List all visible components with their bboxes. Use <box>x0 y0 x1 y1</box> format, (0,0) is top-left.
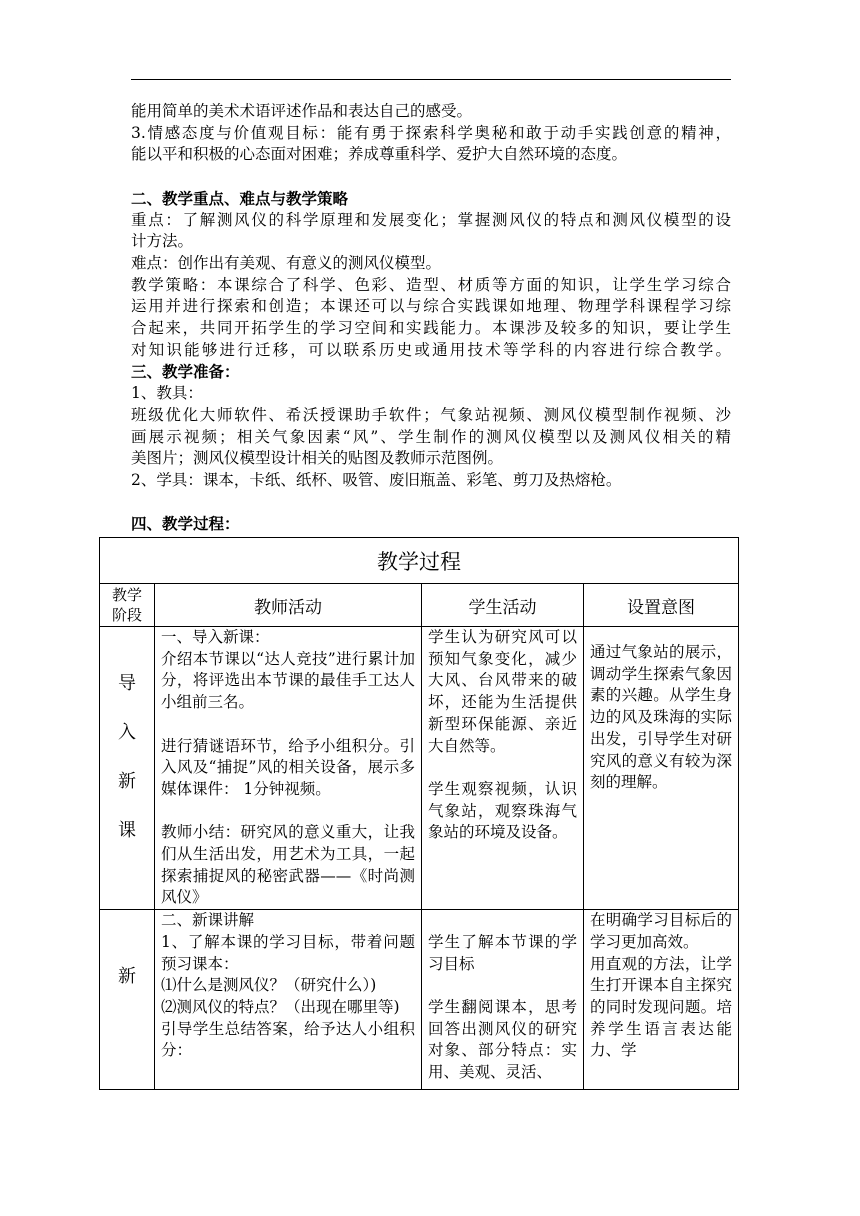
intro-line: 能以平和积极的心态面对困难；养成尊重科学、爱护大自然环境的态度。 <box>131 145 628 164</box>
intent-text: 用直观的方法，让学生打开课本自主探究的同时发现问题。培养学生语言表达能力、学 <box>590 954 732 1060</box>
intent-text: 在明确学习目标后的学习更加高效。 <box>590 911 732 951</box>
stage-cell-intro <box>100 627 155 910</box>
section3-line: 美图片；测风仪模型设计相关的贴图及教师示范图例。 <box>131 449 504 468</box>
table-title: 教学过程 <box>100 538 739 584</box>
header-stage <box>100 584 155 627</box>
student-text: 学生翻阅课本，思考回答出测风仪的研究对象、部分特点：实用、美观、灵活、 <box>428 997 577 1081</box>
teacher-text: 教师小结：研究风的意义重大，让我们从生活出发，用艺术为工具，一起探索捕捉风的秘密武器——《时尚测风仪》 <box>161 823 415 907</box>
student-text: 学生观察视频，认识气象站，观察珠海气象站的环境及设备。 <box>428 779 577 842</box>
section-heading-2: 二、教学重点、难点与教学策略 <box>131 188 349 208</box>
teacher-text: 二、新课讲解 <box>161 911 255 930</box>
section2-line: 合起来，共同开拓学生的学习空间和实践能力。本课涉及较多的知识，要让学生 <box>131 319 731 338</box>
section2-line: 难点：创作出有美观、有意义的测风仪模型。 <box>131 253 442 272</box>
teacher-activity-cell <box>155 910 422 1090</box>
stage-char: 导 <box>118 673 136 694</box>
section2-line: 对知识能够进行迁移，可以联系历史或通用技术等学科的内容进行综合教学。 <box>131 340 731 359</box>
header-intent: 设置意图 <box>584 584 739 627</box>
table-header-row <box>100 584 739 627</box>
section2-line: 重点：了解测风仪的科学原理和发展变化；掌握测风仪的特点和测风仪模型的设 <box>131 210 731 229</box>
teacher-text: 进行猜谜语环节，给予小组积分。引入风及“捕捉”风的相关设备，展示多媒体课件： 1分钟视频。 <box>161 736 415 798</box>
section-heading-3: 三、教学准备： <box>131 362 240 382</box>
section3-line: 画展示视频；相关气象因素“风”、学生制作的测风仪模型以及测风仪相关的精 <box>131 427 731 446</box>
header-rule <box>131 79 731 80</box>
header-student: 学生活动 <box>422 584 584 627</box>
teacher-text: ⑴什么是测风仪？（研究什么）) <box>161 976 377 995</box>
stage-char: 入 <box>118 722 136 743</box>
stage-cell-new <box>100 910 155 1090</box>
table-row <box>100 910 739 1090</box>
teacher-text: 一、导入新课： <box>161 628 270 646</box>
teacher-text: 引导学生总结答案，给予达人小组积分： <box>161 1019 415 1060</box>
section3-line: 班级优化大师软件、希沃授课助手软件；气象站视频、测风仪模型制作视频、沙 <box>131 405 731 424</box>
teacher-text: 1、了解本课的学习目标，带着问题预习课本： <box>161 932 415 973</box>
section3-line: 2、学具：课本，卡纸、纸杯、吸管、废旧瓶盖、彩笔、剪刀及热熔枪。 <box>131 470 622 489</box>
lesson-process-table <box>99 537 739 1090</box>
intro-line: 3.情感态度与价值观目标：能有勇于探索科学奥秘和敢于动手实践创意的精神， <box>131 123 731 142</box>
section2-line: 教学策略：本课综合了科学、色彩、造型、材质等方面的知识，让学生学习综合 <box>131 275 731 294</box>
student-activity-cell <box>422 627 584 910</box>
section3-line: 1、教具： <box>131 384 203 403</box>
section-heading-4: 四、教学过程： <box>131 514 240 534</box>
stage-char: 课 <box>118 820 136 841</box>
teacher-text: ⑵测风仪的特点？（出现在哪里等) <box>161 997 400 1016</box>
section2-line: 计方法。 <box>131 232 194 251</box>
table-row <box>100 627 739 910</box>
intro-line: 能用简单的美术术语评述作品和表达自己的感受。 <box>131 102 473 120</box>
stage-char: 新 <box>118 966 136 988</box>
student-activity-cell <box>422 910 584 1090</box>
document-body <box>131 101 731 535</box>
student-text: 学生了解本节课的学习目标 <box>428 932 577 973</box>
student-text: 学生认为研究风可以预知气象变化，减少大风、台风带来的破坏，还能为生活提供新型环保能源、亲近大自然等。 <box>428 628 577 755</box>
header-stage-label: 教学阶段 <box>111 586 142 624</box>
teacher-text: 介绍本节课以“达人竞技”进行累计加分，将评选出本节课的最佳手工达人小组前三名。 <box>161 649 415 712</box>
teacher-activity-cell <box>155 627 422 910</box>
intent-cell <box>584 910 739 1090</box>
stage-char: 新 <box>118 771 136 792</box>
header-teacher: 教师活动 <box>155 584 422 627</box>
section2-line: 运用并进行探索和创造；本课还可以与综合实践课如地理、物理学科课程学习综 <box>131 297 731 316</box>
intent-cell <box>584 627 739 910</box>
table-title-row <box>100 538 739 584</box>
intent-text: 通过气象站的展示，调动学生探索气象因素的兴趣。从学生身边的风及珠海的实际出发，引导学生对研究风的意义有较为深刻的理解。 <box>590 643 732 792</box>
